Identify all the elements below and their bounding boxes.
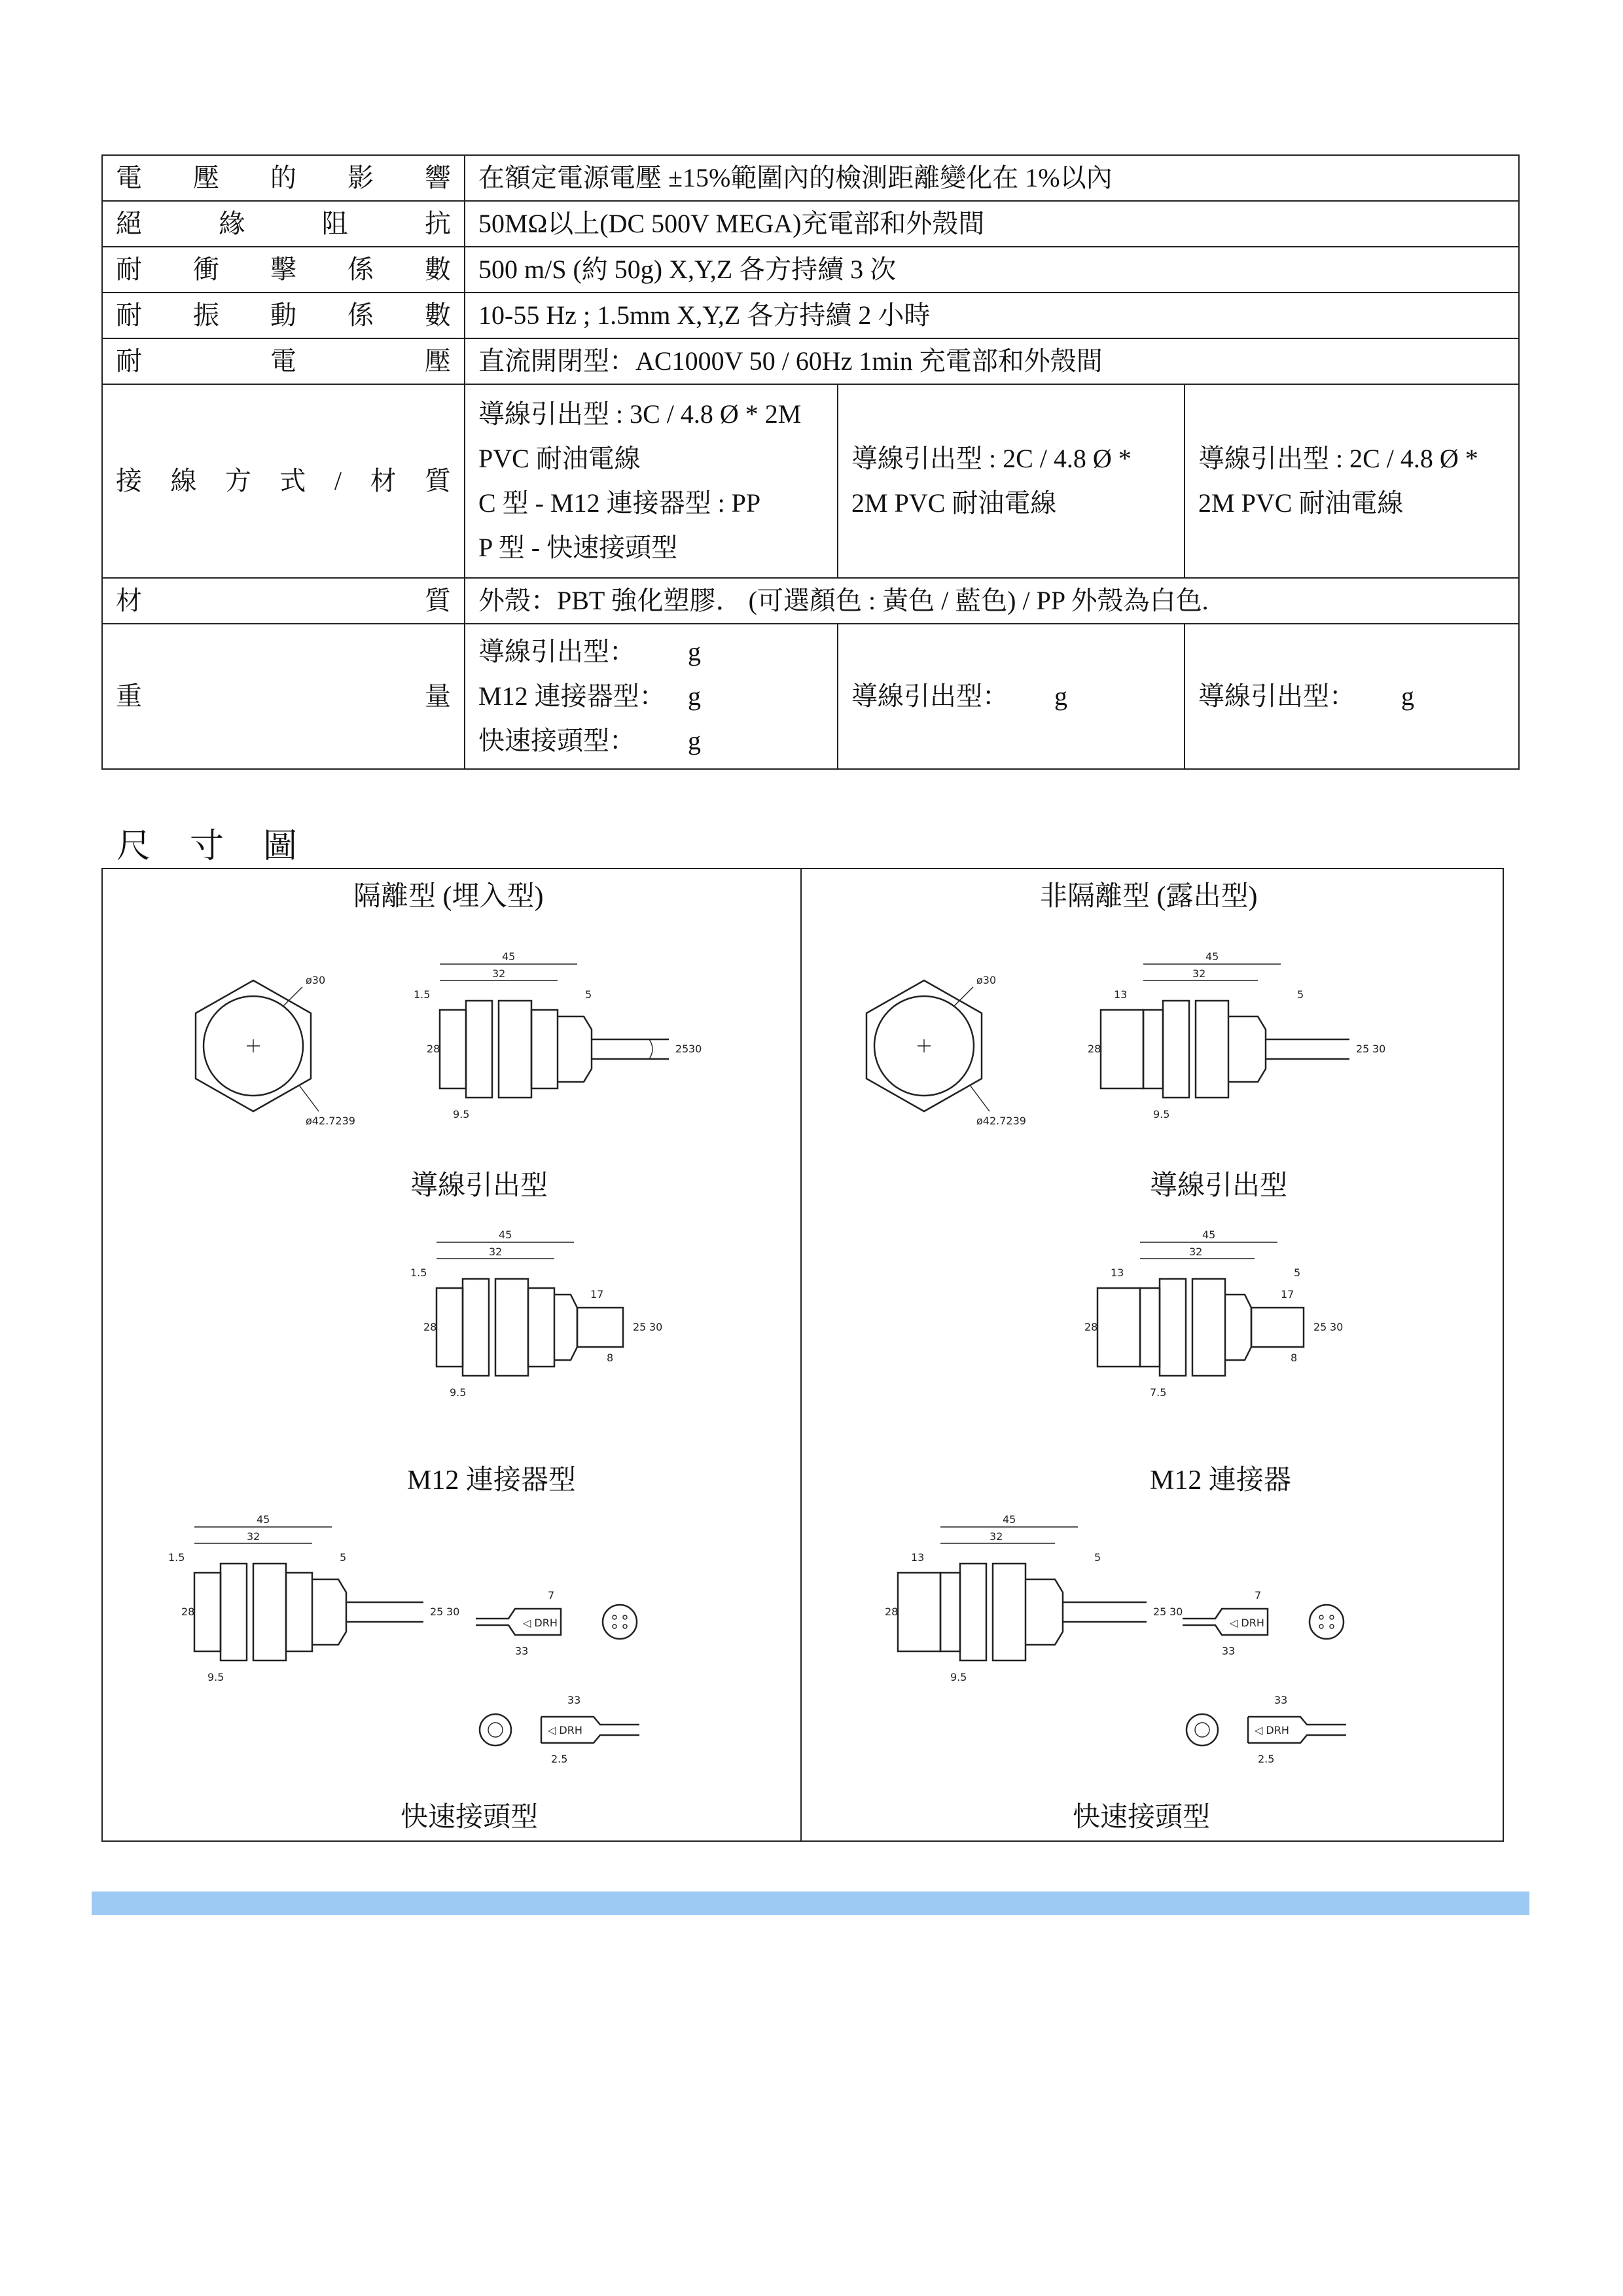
weight-type: 導線引出型： — [851, 681, 1008, 711]
dim-9-5: 9.5 — [950, 1671, 967, 1683]
label-char: 係 — [348, 300, 374, 330]
caption-cable-left: 導線引出型 — [410, 1171, 548, 1201]
dimension-title: 尺寸圖 — [116, 828, 337, 865]
dim-1-5: 1.5 — [414, 988, 431, 1001]
value-withstand: 直流開閉型：AC1000V 50 / 60Hz 1min 充電部和外殼間 — [465, 338, 1519, 384]
quick-plug-details-left — [469, 1573, 744, 1769]
dim-33: 33 — [1274, 1694, 1288, 1706]
wiring-col3-line: 2M PVC 耐油電線 — [1198, 488, 1404, 518]
footer-blue-bar — [92, 1892, 1529, 1915]
value-voltage-effect: 在額定電源電壓 ±15%範圍內的檢測距離變化在 1%以內 — [465, 155, 1519, 201]
label-char: 線 — [170, 466, 197, 495]
caption-m12-right: M12 連接器 — [1150, 1465, 1291, 1496]
spec-table — [101, 154, 1520, 770]
dim-28: 28 — [423, 1321, 437, 1333]
weight-type: 導線引出型： — [478, 637, 635, 666]
dim-33: 33 — [1222, 1645, 1236, 1657]
dim-5: 5 — [1297, 988, 1304, 1001]
row-voltage-effect — [102, 155, 1519, 201]
dim-45: 45 — [257, 1513, 270, 1526]
value-insulation: 50MΩ以上(DC 500V MEGA)充電部和外殼間 — [465, 201, 1519, 247]
dim-30: 30 — [446, 1605, 460, 1618]
dim-28: 28 — [885, 1605, 899, 1618]
label-char: 係 — [348, 255, 374, 284]
caption-cable-right: 導線引出型 — [1150, 1171, 1288, 1201]
value-material: 外殼：PBT 強化塑膠． (可選顏色 : 黃色 / 藍色) / PP 外殼為白色. — [465, 578, 1519, 624]
row-wiring — [102, 384, 1519, 578]
label-char: 響 — [425, 163, 451, 192]
dim-25: 25 — [675, 1043, 689, 1055]
dim-32: 32 — [492, 967, 506, 980]
weight-unit: g — [688, 681, 701, 711]
dim-30: 30 — [1372, 1043, 1386, 1055]
spread-label — [116, 202, 451, 246]
wiring-col1-line: 導線引出型 : 3C / 4.8 Ø * 2M — [478, 399, 802, 429]
dim-33: 33 — [567, 1694, 581, 1706]
dim-25: 25 — [1356, 1043, 1370, 1055]
weight-unit: g — [688, 726, 701, 755]
dim-28: 28 — [1084, 1321, 1098, 1333]
dim-8: 8 — [1291, 1352, 1298, 1364]
dim-13: 13 — [911, 1551, 925, 1564]
weight-col1-line — [478, 674, 824, 719]
label-withstand — [102, 338, 465, 384]
dim-7-5: 7.5 — [1150, 1386, 1167, 1399]
side-view-m12-right — [1084, 1223, 1385, 1432]
row-weight — [102, 624, 1519, 769]
weight-unit: g — [1054, 681, 1067, 711]
dim-2-5: 2.5 — [551, 1753, 568, 1765]
spread-label — [116, 293, 451, 338]
caption-m12-left: M12 連接器型 — [407, 1465, 576, 1496]
dim-9-5: 9.5 — [453, 1108, 470, 1121]
label-char: 抗 — [424, 209, 451, 238]
weight-type: M12 連接器型： — [478, 681, 666, 711]
weight-type: 導線引出型： — [1198, 681, 1355, 711]
value-shock: 500 m/S (約 50g) X,Y,Z 各方持續 3 次 — [465, 247, 1519, 293]
right-title: 非隔離型 (露出型) — [1040, 882, 1258, 912]
label-char: 電 — [116, 163, 142, 192]
row-withstand — [102, 338, 1519, 384]
label-char: 數 — [425, 255, 451, 284]
dim-30: 30 — [688, 1043, 702, 1055]
side-view-m12-left — [410, 1223, 692, 1432]
label-voltage-effect — [102, 155, 465, 201]
label-char: 壓 — [425, 346, 451, 376]
label-char: 數 — [425, 300, 451, 330]
weight-col1-line — [478, 719, 824, 763]
label-char: 擊 — [270, 255, 296, 284]
weight-col1-line — [478, 630, 824, 674]
label-char: 質 — [424, 466, 451, 495]
weight-col3 — [1185, 624, 1519, 769]
wiring-col2-line: 2M PVC 耐油電線 — [851, 488, 1057, 518]
wiring-col2-line: 導線引出型 : 2C / 4.8 Ø * — [851, 444, 1132, 473]
dim-25: 25 — [633, 1321, 647, 1333]
dim-25: 25 — [1153, 1605, 1167, 1618]
row-vibration — [102, 293, 1519, 338]
label-char: 方 — [224, 466, 251, 495]
dim-drh: ◁ DRH — [548, 1724, 582, 1736]
label-char: 耐 — [116, 255, 142, 284]
weight-col3-line — [1198, 674, 1505, 719]
dim-7: 7 — [548, 1589, 555, 1602]
label-char: 的 — [270, 163, 296, 192]
caption-quick-left: 快速接頭型 — [401, 1803, 539, 1833]
dim-25: 25 — [430, 1605, 444, 1618]
weight-unit: g — [1401, 681, 1414, 711]
left-title: 隔離型 (埋入型) — [353, 882, 544, 912]
dim-drh: ◁ DRH — [1230, 1617, 1264, 1629]
weight-col2-line — [851, 674, 1171, 719]
label-char: 質 — [425, 586, 451, 615]
dim-1-5: 1.5 — [168, 1551, 185, 1564]
front-view-hex-right — [846, 967, 1026, 1151]
wiring-col2 — [838, 384, 1185, 578]
dim-45: 45 — [499, 1229, 512, 1241]
wiring-col1-line: P 型 - 快速接頭型 — [478, 533, 678, 562]
label-char: 材 — [370, 466, 397, 495]
dim-30: 30 — [1169, 1605, 1183, 1618]
dim-45: 45 — [1205, 950, 1219, 963]
quick-plug-details-right — [1176, 1573, 1451, 1769]
dim-13: 13 — [1114, 988, 1128, 1001]
label-char: / — [334, 466, 342, 495]
dim-5: 5 — [1094, 1551, 1101, 1564]
dim-25: 25 — [1313, 1321, 1327, 1333]
dim-45: 45 — [502, 950, 516, 963]
dim-9-5: 9.5 — [450, 1386, 467, 1399]
dim-17: 17 — [590, 1288, 604, 1300]
dim-13: 13 — [1111, 1266, 1124, 1279]
label-char: 接 — [116, 466, 142, 495]
spread-label — [116, 674, 451, 719]
side-view-quick-right — [885, 1507, 1186, 1717]
dim-1-5: 1.5 — [410, 1266, 427, 1279]
wiring-col1-line: PVC 耐油電線 — [478, 444, 641, 473]
dim-32: 32 — [990, 1530, 1003, 1543]
label-insulation — [102, 201, 465, 247]
dim-8: 8 — [607, 1352, 614, 1364]
dim-17: 17 — [1281, 1288, 1294, 1300]
dim-45: 45 — [1003, 1513, 1016, 1526]
spread-label — [116, 339, 451, 384]
label-char: 阻 — [321, 209, 348, 238]
dim-5: 5 — [585, 988, 592, 1001]
label-char: 材 — [116, 586, 142, 615]
dim-30: 30 — [1330, 1321, 1344, 1333]
wiring-col1 — [465, 384, 838, 578]
dim-32: 32 — [247, 1530, 260, 1543]
dim-2-5: 2.5 — [1258, 1753, 1275, 1765]
row-insulation — [102, 201, 1519, 247]
label-char: 耐 — [116, 346, 142, 376]
dim-28: 28 — [181, 1605, 195, 1618]
dim-phi-hex: ø42.7239 — [976, 1115, 1026, 1127]
label-char: 動 — [270, 300, 296, 330]
label-char: 壓 — [193, 163, 219, 192]
label-char: 重 — [116, 681, 142, 711]
spread-label — [116, 156, 451, 200]
label-vibration — [102, 293, 465, 338]
dim-32: 32 — [1189, 1246, 1203, 1258]
wiring-col1-line: C 型 - M12 連接器型 : PP — [478, 488, 761, 518]
weight-col2 — [838, 624, 1185, 769]
dim-9-5: 9.5 — [1153, 1108, 1170, 1121]
weight-unit: g — [688, 637, 701, 666]
dim-5: 5 — [1294, 1266, 1301, 1279]
side-view-cable-left — [414, 944, 702, 1154]
side-view-cable-right — [1088, 944, 1389, 1154]
dim-7: 7 — [1255, 1589, 1262, 1602]
dimension-drawing-box — [101, 868, 1504, 1842]
label-char: 影 — [348, 163, 374, 192]
label-char: 絕 — [116, 209, 142, 238]
caption-quick-right: 快速接頭型 — [1073, 1803, 1211, 1833]
label-char: 衝 — [193, 255, 219, 284]
dim-32: 32 — [489, 1246, 503, 1258]
dim-phi30: ø30 — [976, 974, 997, 986]
dim-33: 33 — [515, 1645, 529, 1657]
spread-label — [116, 459, 451, 503]
row-material — [102, 578, 1519, 624]
dim-28: 28 — [1088, 1043, 1101, 1055]
label-char: 式 — [279, 466, 306, 495]
wiring-col3-line: 導線引出型 : 2C / 4.8 Ø * — [1198, 444, 1478, 473]
label-wiring — [102, 384, 465, 578]
label-char: 量 — [425, 681, 451, 711]
dim-drh: ◁ DRH — [1255, 1724, 1289, 1736]
dim-32: 32 — [1192, 967, 1206, 980]
label-weight — [102, 624, 465, 769]
value-vibration: 10-55 Hz ; 1.5mm X,Y,Z 各方持續 2 小時 — [465, 293, 1519, 338]
dim-drh: ◁ DRH — [523, 1617, 558, 1629]
row-shock — [102, 247, 1519, 293]
weight-type: 快速接頭型： — [478, 726, 635, 755]
wiring-col3 — [1185, 384, 1519, 578]
side-view-quick-left — [168, 1507, 460, 1717]
dim-phi30: ø30 — [306, 974, 326, 986]
dim-9-5: 9.5 — [207, 1671, 224, 1683]
dim-30: 30 — [649, 1321, 663, 1333]
label-char: 耐 — [116, 300, 142, 330]
dim-5: 5 — [340, 1551, 347, 1564]
spread-label — [116, 247, 451, 292]
weight-col1 — [465, 624, 838, 769]
dim-28: 28 — [427, 1043, 440, 1055]
label-char: 緣 — [219, 209, 245, 238]
label-char: 振 — [193, 300, 219, 330]
dim-45: 45 — [1202, 1229, 1216, 1241]
dim-phi-hex: ø42.7239 — [306, 1115, 355, 1127]
front-view-hex-left — [175, 967, 355, 1151]
center-divider — [800, 869, 802, 1840]
label-char: 電 — [270, 346, 296, 376]
label-shock — [102, 247, 465, 293]
spread-label — [116, 579, 451, 623]
label-material — [102, 578, 465, 624]
